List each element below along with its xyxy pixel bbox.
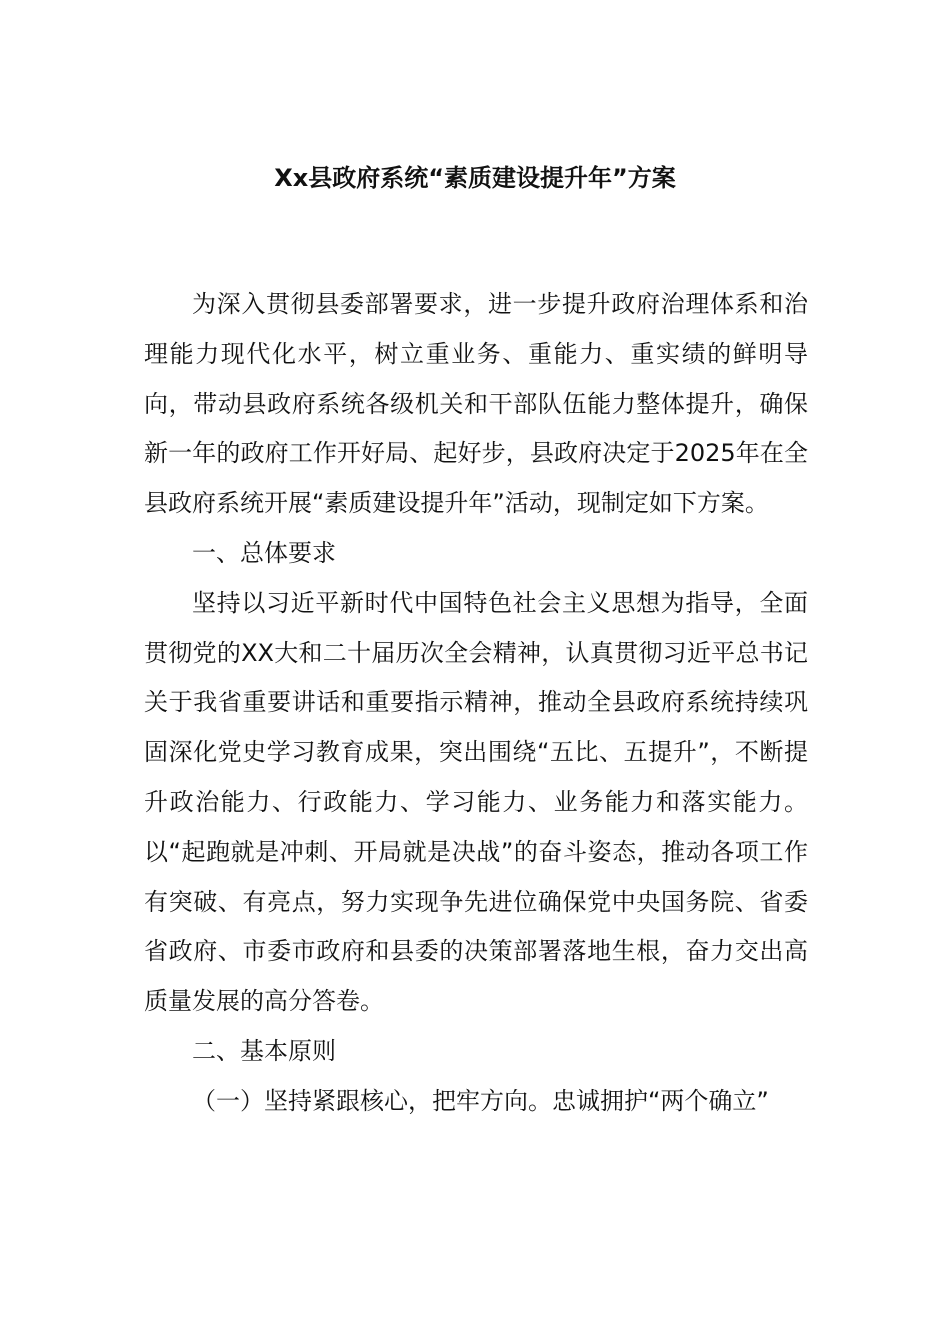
intro-paragraph: 为深入贯彻县委部署要求，进一步提升政府治理体系和治理能力现代化水平，树立重业务、重能力、重实绩的鲜明导向，带动县政府系统各级机关和干部队伍能力整体提升，确保新一年的政府工作开好局、起好步，县政府决定于2025年在全县政府系统开展“素质建设提升年”活动，现制定如下方案。 xyxy=(144,290,808,518)
document-body xyxy=(144,280,808,1127)
principle-item-1: （一）坚持紧跟核心，把牢方向。忠诚拥护“两个确立” xyxy=(192,1086,769,1115)
general-requirements-paragraph: 坚持以习近平新时代中国特色社会主义思想为指导，全面贯彻党的XX大和二十届历次全会精神，认真贯彻习近平总书记关于我省重要讲话和重要指示精神，推动全县政府系统持续巩固深化党史学习教育成果，突出围绕“五比、五提升”，不断提升政治能力、行政能力、学习能力、业务能力和落实能力。以“起跑就是冲刺、开局就是决战”的奋斗姿态，推动各项工作有突破、有亮点，努力实现争先进位确保党中央国务院、省委省政府、市委市政府和县委的决策部署落地生根，奋力交出高质量发展的高分答卷。 xyxy=(144,588,808,1016)
section-heading-general-requirements: 一、总体要求 xyxy=(192,538,336,567)
section-heading-basic-principles: 二、基本原则 xyxy=(192,1036,336,1065)
document-title: Xx县政府系统“素质建设提升年”方案 xyxy=(274,164,676,192)
